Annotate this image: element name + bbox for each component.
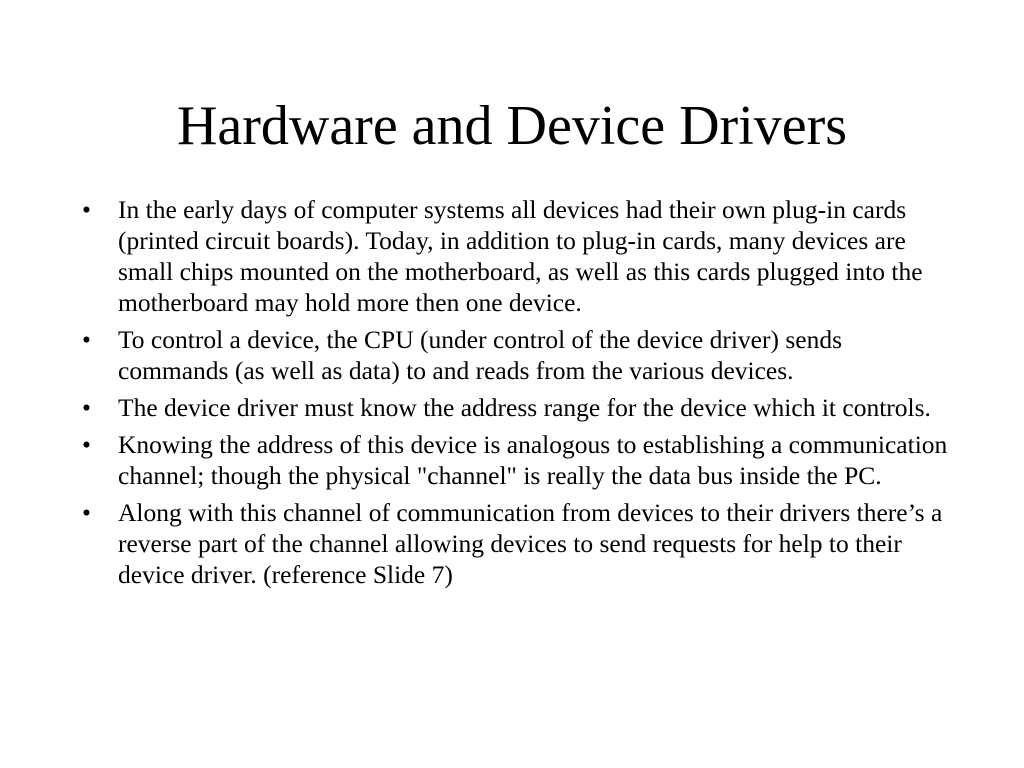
- bullet-item: [76, 392, 956, 423]
- bullet-icon: •: [82, 325, 91, 354]
- bullet-item: [76, 497, 956, 590]
- bullet-item: [76, 324, 956, 386]
- bullet-icon: •: [82, 498, 91, 527]
- bullet-icon: •: [82, 195, 91, 224]
- bullet-list: [76, 194, 956, 596]
- bullet-text: In the early days of computer systems all devices had their own plug-in cards (printed circuit boards). Today, in addition to plug-in cards, many devices are small chips mounted on the motherboard, as well as this cards plugged into the motherboard may hold more then one device.: [118, 195, 923, 317]
- bullet-item: [76, 429, 956, 491]
- bullet-icon: •: [82, 430, 91, 459]
- bullet-item: [76, 194, 956, 318]
- bullet-icon: •: [82, 393, 91, 422]
- bullet-text: Knowing the address of this device is analogous to establishing a communication channel; though the physical "channel" is really the data bus inside the PC.: [118, 430, 948, 490]
- bullet-text: The device driver must know the address range for the device which it controls.: [118, 393, 931, 422]
- bullet-text: To control a device, the CPU (under control of the device driver) sends commands (as well as data) to and reads from the various devices.: [118, 325, 843, 385]
- bullet-text: Along with this channel of communication from devices to their drivers there’s a reverse part of the channel allowing devices to send requests for help to their device driver. (reference Slide 7): [118, 498, 943, 589]
- slide-title: Hardware and Device Drivers: [176, 95, 848, 157]
